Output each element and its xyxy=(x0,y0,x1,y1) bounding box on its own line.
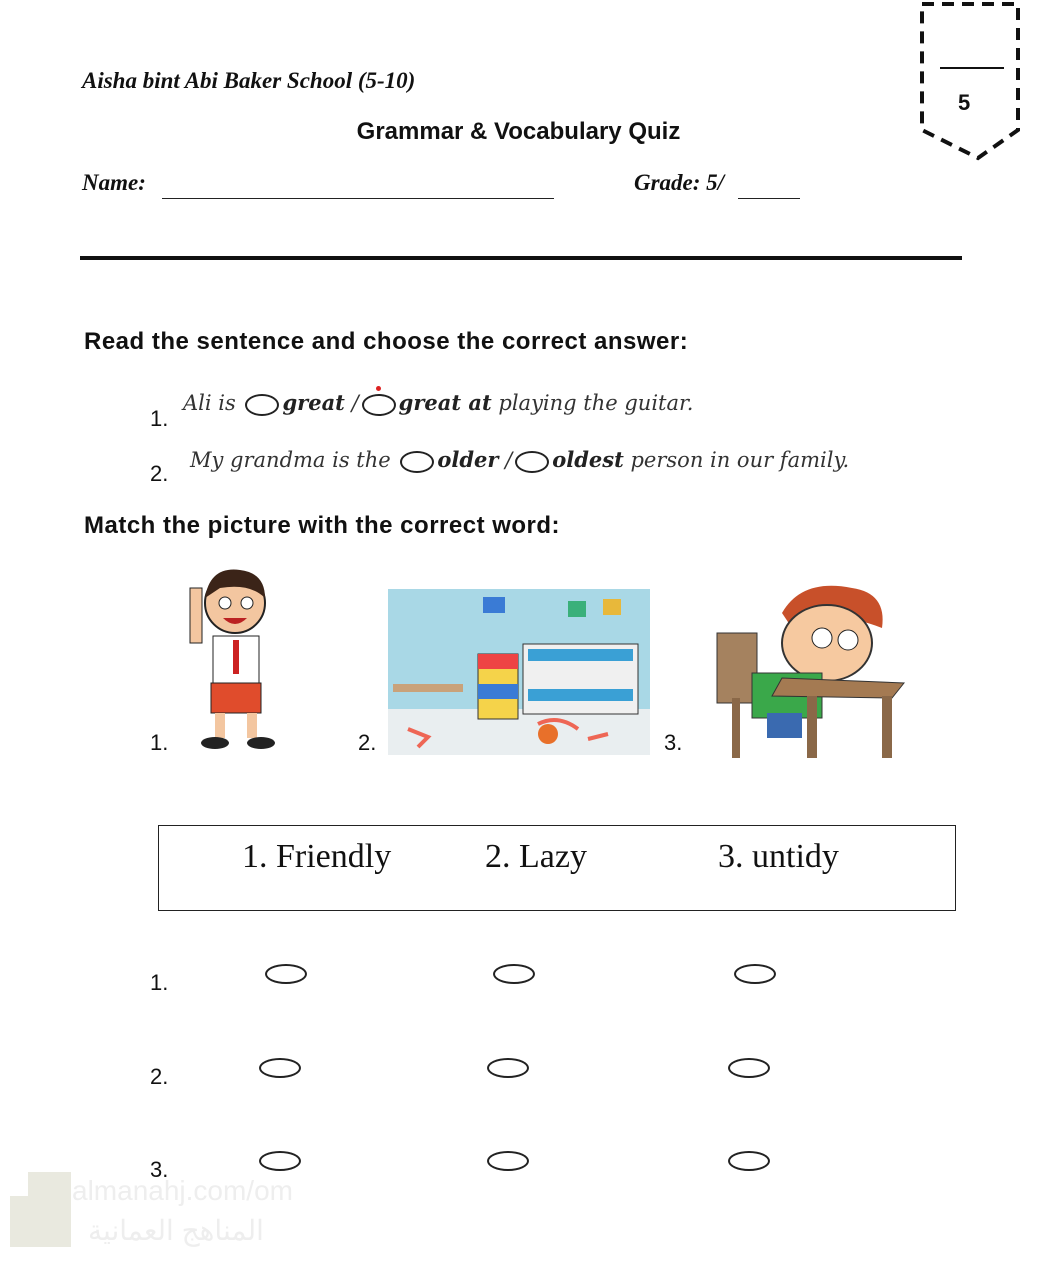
friendly-boy-picture xyxy=(185,558,290,753)
name-label: Name: xyxy=(82,170,146,195)
grade-field[interactable] xyxy=(738,198,800,199)
page-title: Grammar & Vocabulary Quiz xyxy=(356,118,681,145)
watermark-logo xyxy=(10,1196,50,1247)
score-total: 5 xyxy=(958,90,971,115)
option-label: great at xyxy=(398,390,492,415)
match-radio-3-1[interactable] xyxy=(259,1151,301,1171)
divider xyxy=(80,256,962,260)
option-label: older xyxy=(437,447,499,472)
word-option: 1. Friendly xyxy=(242,838,392,875)
row-number: 1. xyxy=(150,970,169,995)
match-radio-3-2[interactable] xyxy=(487,1151,529,1171)
word-option: 3. untidy xyxy=(718,838,839,875)
grade-label: Grade: 5/ xyxy=(634,170,725,195)
match-radio-3-3[interactable] xyxy=(728,1151,770,1171)
separator: / xyxy=(505,448,513,472)
section2-heading: Match the picture with the correct word: xyxy=(84,512,561,539)
option-label: oldest xyxy=(552,447,624,472)
school-name: Aisha bint Abi Baker School (5-10) xyxy=(82,68,416,93)
match-radio-1-3[interactable] xyxy=(734,964,776,984)
answer-radio-older[interactable] xyxy=(400,451,434,473)
name-field[interactable] xyxy=(162,198,554,199)
match-radio-1-2[interactable] xyxy=(493,964,535,984)
question-2 xyxy=(190,447,849,473)
question-number: 2. xyxy=(150,461,169,486)
option-label: great xyxy=(282,390,345,415)
watermark-arabic: المناهج العمانية xyxy=(88,1215,264,1246)
picture-label: 3. xyxy=(664,730,683,755)
untidy-room-picture xyxy=(388,589,650,755)
question-number: 1. xyxy=(150,406,169,431)
word-option: 2. Lazy xyxy=(485,838,587,875)
picture-label: 2. xyxy=(358,730,377,755)
section1-heading: Read the sentence and choose the correct answer: xyxy=(84,328,689,355)
answer-radio-great[interactable] xyxy=(245,394,279,416)
question-1 xyxy=(183,390,693,416)
question-text: Ali is xyxy=(183,391,236,415)
question-text: My grandma is the xyxy=(190,448,391,472)
match-radio-2-2[interactable] xyxy=(487,1058,529,1078)
question-text: playing the guitar. xyxy=(498,391,694,415)
lazy-boy-picture xyxy=(712,578,907,763)
answer-radio-oldest[interactable] xyxy=(515,451,549,473)
answer-radio-great-at[interactable] xyxy=(362,394,396,416)
match-radio-2-1[interactable] xyxy=(259,1058,301,1078)
question-text: person in our family. xyxy=(630,448,850,472)
match-radio-1-1[interactable] xyxy=(265,964,307,984)
row-number: 2. xyxy=(150,1064,169,1089)
picture-label: 1. xyxy=(150,730,169,755)
watermark-url: almanahj.com/om xyxy=(72,1175,293,1206)
separator: / xyxy=(351,391,359,415)
match-radio-2-3[interactable] xyxy=(728,1058,770,1078)
row-number: 3. xyxy=(150,1157,169,1182)
